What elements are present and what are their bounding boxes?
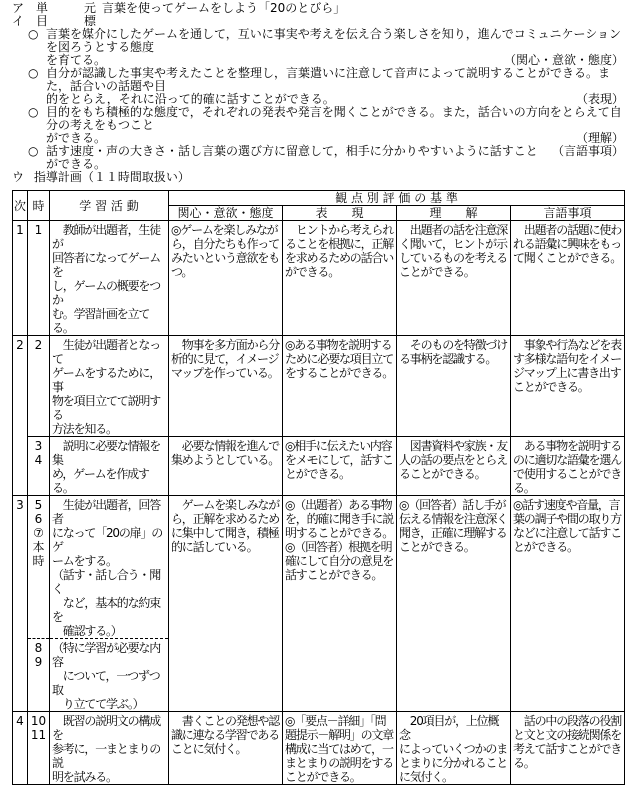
expression-cell: ◎「要点－詳細」「問 題提示－解明」の文章 構成に当てはめて，一 まとまりの説明をする ことができる。 xyxy=(283,712,397,785)
goal-3-line1: 目的をもち積極的な態度で，それぞれの発表や発言を聞くことができる。また，話合いの方向をとらえて自分の考えをもつこと xyxy=(46,105,622,132)
interest-cell: 書くことの発想や認 識に連なる学習である ことに気付く。 xyxy=(169,712,283,785)
activity-cell: （特に学習が必要な内容 について，一つずつ取 り立てて学ぶ。） xyxy=(50,639,169,712)
goal-bullet: ○ xyxy=(28,144,39,158)
ji-cell: 8 9 xyxy=(28,639,50,712)
activity-cell: 生徒が出題者，回答者 になって「20の扉」のゲ ームをする。 （話す・話し合う・聞く など，基本的な約束を 確認する。） xyxy=(50,496,169,639)
expression-cell: ◎（出題者）ある事物 を，的確に聞き手に説 明することができる。 ◎（回答者）根拠を明 確にして自分の意見を 話すことができる。 xyxy=(283,496,397,712)
unit-label-b: 単 xyxy=(36,1,49,15)
goal-2-line2: 的をとらえ，それに沿って的確に話すことができる。 xyxy=(46,92,335,106)
goal-4-line1: 話す速度・声の大きさ・話し言葉の選び方に留意して，相手に分かりやすいように話すことができる。 xyxy=(46,144,538,171)
interest-cell: ゲームを楽しみなが ら，正解を求めるため に集中して聞き，積極 的に話している。 xyxy=(169,496,283,712)
expression-cell: ヒントから考えられ ることを根拠に，正解 を求めるための話合い ができる。 xyxy=(283,221,397,336)
expression-cell: ◎相手に伝えたい内容 をメモにして，話すこ とができる。 xyxy=(283,437,397,496)
language-cell: ある事物を説明する のに適切な語彙を選ん で使用することができ る。 xyxy=(511,437,625,496)
table-row xyxy=(13,437,625,496)
ji-cell: 3 4 xyxy=(28,437,50,496)
unit-title: 言葉を使ってゲームをしよう「20のとびら」 xyxy=(102,1,346,15)
ji-cell: 2 xyxy=(28,336,50,437)
goals-label-c: 標 xyxy=(84,14,97,28)
language-cell: 事象や行為などを表 す多様な語句をイメー ジマップ上に書き出す ことができる。 xyxy=(511,336,625,437)
goal-2-tag: （表現） xyxy=(575,92,624,106)
document-header xyxy=(12,0,624,184)
goal-item xyxy=(12,106,624,145)
tsugi-cell: 3 xyxy=(13,496,28,712)
activity-cell: 説明に必要な情報を集 め，ゲームを作成する。 xyxy=(50,437,169,496)
header-ji: 時 xyxy=(28,191,50,221)
header-understanding: 理 解 xyxy=(397,206,511,221)
goal-1-line2: を育てる。 xyxy=(46,53,107,67)
goal-bullet: ○ xyxy=(28,66,39,80)
understanding-cell: 20項目が，上位概念 によっていくつかのま とまりに分かれること に気付く。 xyxy=(397,712,511,785)
header-interest: 関心・意欲・態度 xyxy=(169,206,283,221)
header-expression: 表 現 xyxy=(283,206,397,221)
teaching-plan-table xyxy=(12,190,625,785)
goal-3-tag: （理解） xyxy=(575,131,624,145)
goals-label-a: イ xyxy=(12,14,25,28)
goal-item xyxy=(12,67,624,106)
table-row xyxy=(13,712,625,785)
goal-item xyxy=(12,28,624,67)
language-cell: 話の中の段落の役割 と文と文の接続関係を 考えて話すことができ る。 xyxy=(511,712,625,785)
understanding-cell: 図書資料や家族・友 人の話の要点をとらえ ることができる。 xyxy=(397,437,511,496)
plan-label: ウ xyxy=(12,170,25,184)
goal-item xyxy=(12,145,624,171)
goal-bullet: ○ xyxy=(28,105,39,119)
ji-cell: 10 11 xyxy=(28,712,50,785)
language-cell: 出題者の話題に使わ れる語彙に興味をもっ て聞くことができる。 xyxy=(511,221,625,336)
expression-cell: ◎ある事物を説明する ために必要な項目立て をすることができる。 xyxy=(283,336,397,437)
plan-heading xyxy=(12,171,624,184)
plan-title: 指導計画（１１時間取扱い） xyxy=(33,170,190,184)
goal-bullet: ○ xyxy=(28,27,39,41)
table-row xyxy=(13,221,625,336)
unit-row xyxy=(12,2,624,15)
header-tsugi: 次 xyxy=(13,191,28,221)
language-cell: ◎話す速度や音量，言 葉の調子や間の取り方 などに注意して話すこ とができる。 xyxy=(511,496,625,712)
goal-1-tag: （関心・意欲・態度） xyxy=(503,53,624,67)
activity-cell: 既習の説明文の構成を 参考に，一まとまりの説 明を試みる。 xyxy=(50,712,169,785)
activity-cell: 教師が出題者，生徒が 回答者になってゲームを し，ゲームの概要をつか む。学習計画を立てる。 xyxy=(50,221,169,336)
unit-label-a: ア xyxy=(12,1,25,15)
goal-3-line2: ができる。 xyxy=(46,131,107,145)
header-language: 言語事項 xyxy=(511,206,625,221)
understanding-cell: そのものを特徴づけ る事柄を認識する。 xyxy=(397,336,511,437)
activity-cell: 生徒が出題者となって ゲームをするために，事 物を項目立てて説明する 方法を知る。 xyxy=(50,336,169,437)
header-activity: 学 習 活 動 xyxy=(50,191,169,221)
ji-cell: 5 6 ⑦ 本 時 xyxy=(28,496,50,639)
unit-label-c: 元 xyxy=(84,1,97,15)
tsugi-cell: 2 xyxy=(13,336,28,496)
tsugi-cell: 4 xyxy=(13,712,28,785)
goal-1-line1: 言葉を媒介にしたゲームを通して，互いに事実や考えを伝え合う楽しさを知り，進んでコミュニケーションを図ろうとする態度 xyxy=(46,27,622,54)
ji-cell: 1 xyxy=(28,221,50,336)
header-criteria: 観 点 別 評 価 の 基 準 xyxy=(169,191,625,206)
interest-cell: ◎ゲームを楽しみなが ら，自分たちも作って みたいという意欲をも つ。 xyxy=(169,221,283,336)
goal-2-line1: 自分が認識した事実や考えたことを整理し，言葉遣いに注意して音声によって説明することができる。また，話合いの話題や目 xyxy=(46,66,611,93)
interest-cell: 物事を多方面から分 析的に見て，イメージ マップを作っている。 xyxy=(169,336,283,437)
table-row xyxy=(13,496,625,639)
understanding-cell: 出題者の話を注意深 く聞いて，ヒントが示 しているものを考える ことができる。 xyxy=(397,221,511,336)
tsugi-cell: 1 xyxy=(13,221,28,336)
goals-label-b: 目 xyxy=(36,14,49,28)
understanding-cell: ◎（回答者）話し手が 伝える情報を注意深く 聞き，正確に理解する ことができる。 xyxy=(397,496,511,712)
table-row xyxy=(13,336,625,437)
interest-cell: 必要な情報を進んで 集めようとしている。 xyxy=(169,437,283,496)
goal-4-tag: （言語事項） xyxy=(551,144,624,158)
